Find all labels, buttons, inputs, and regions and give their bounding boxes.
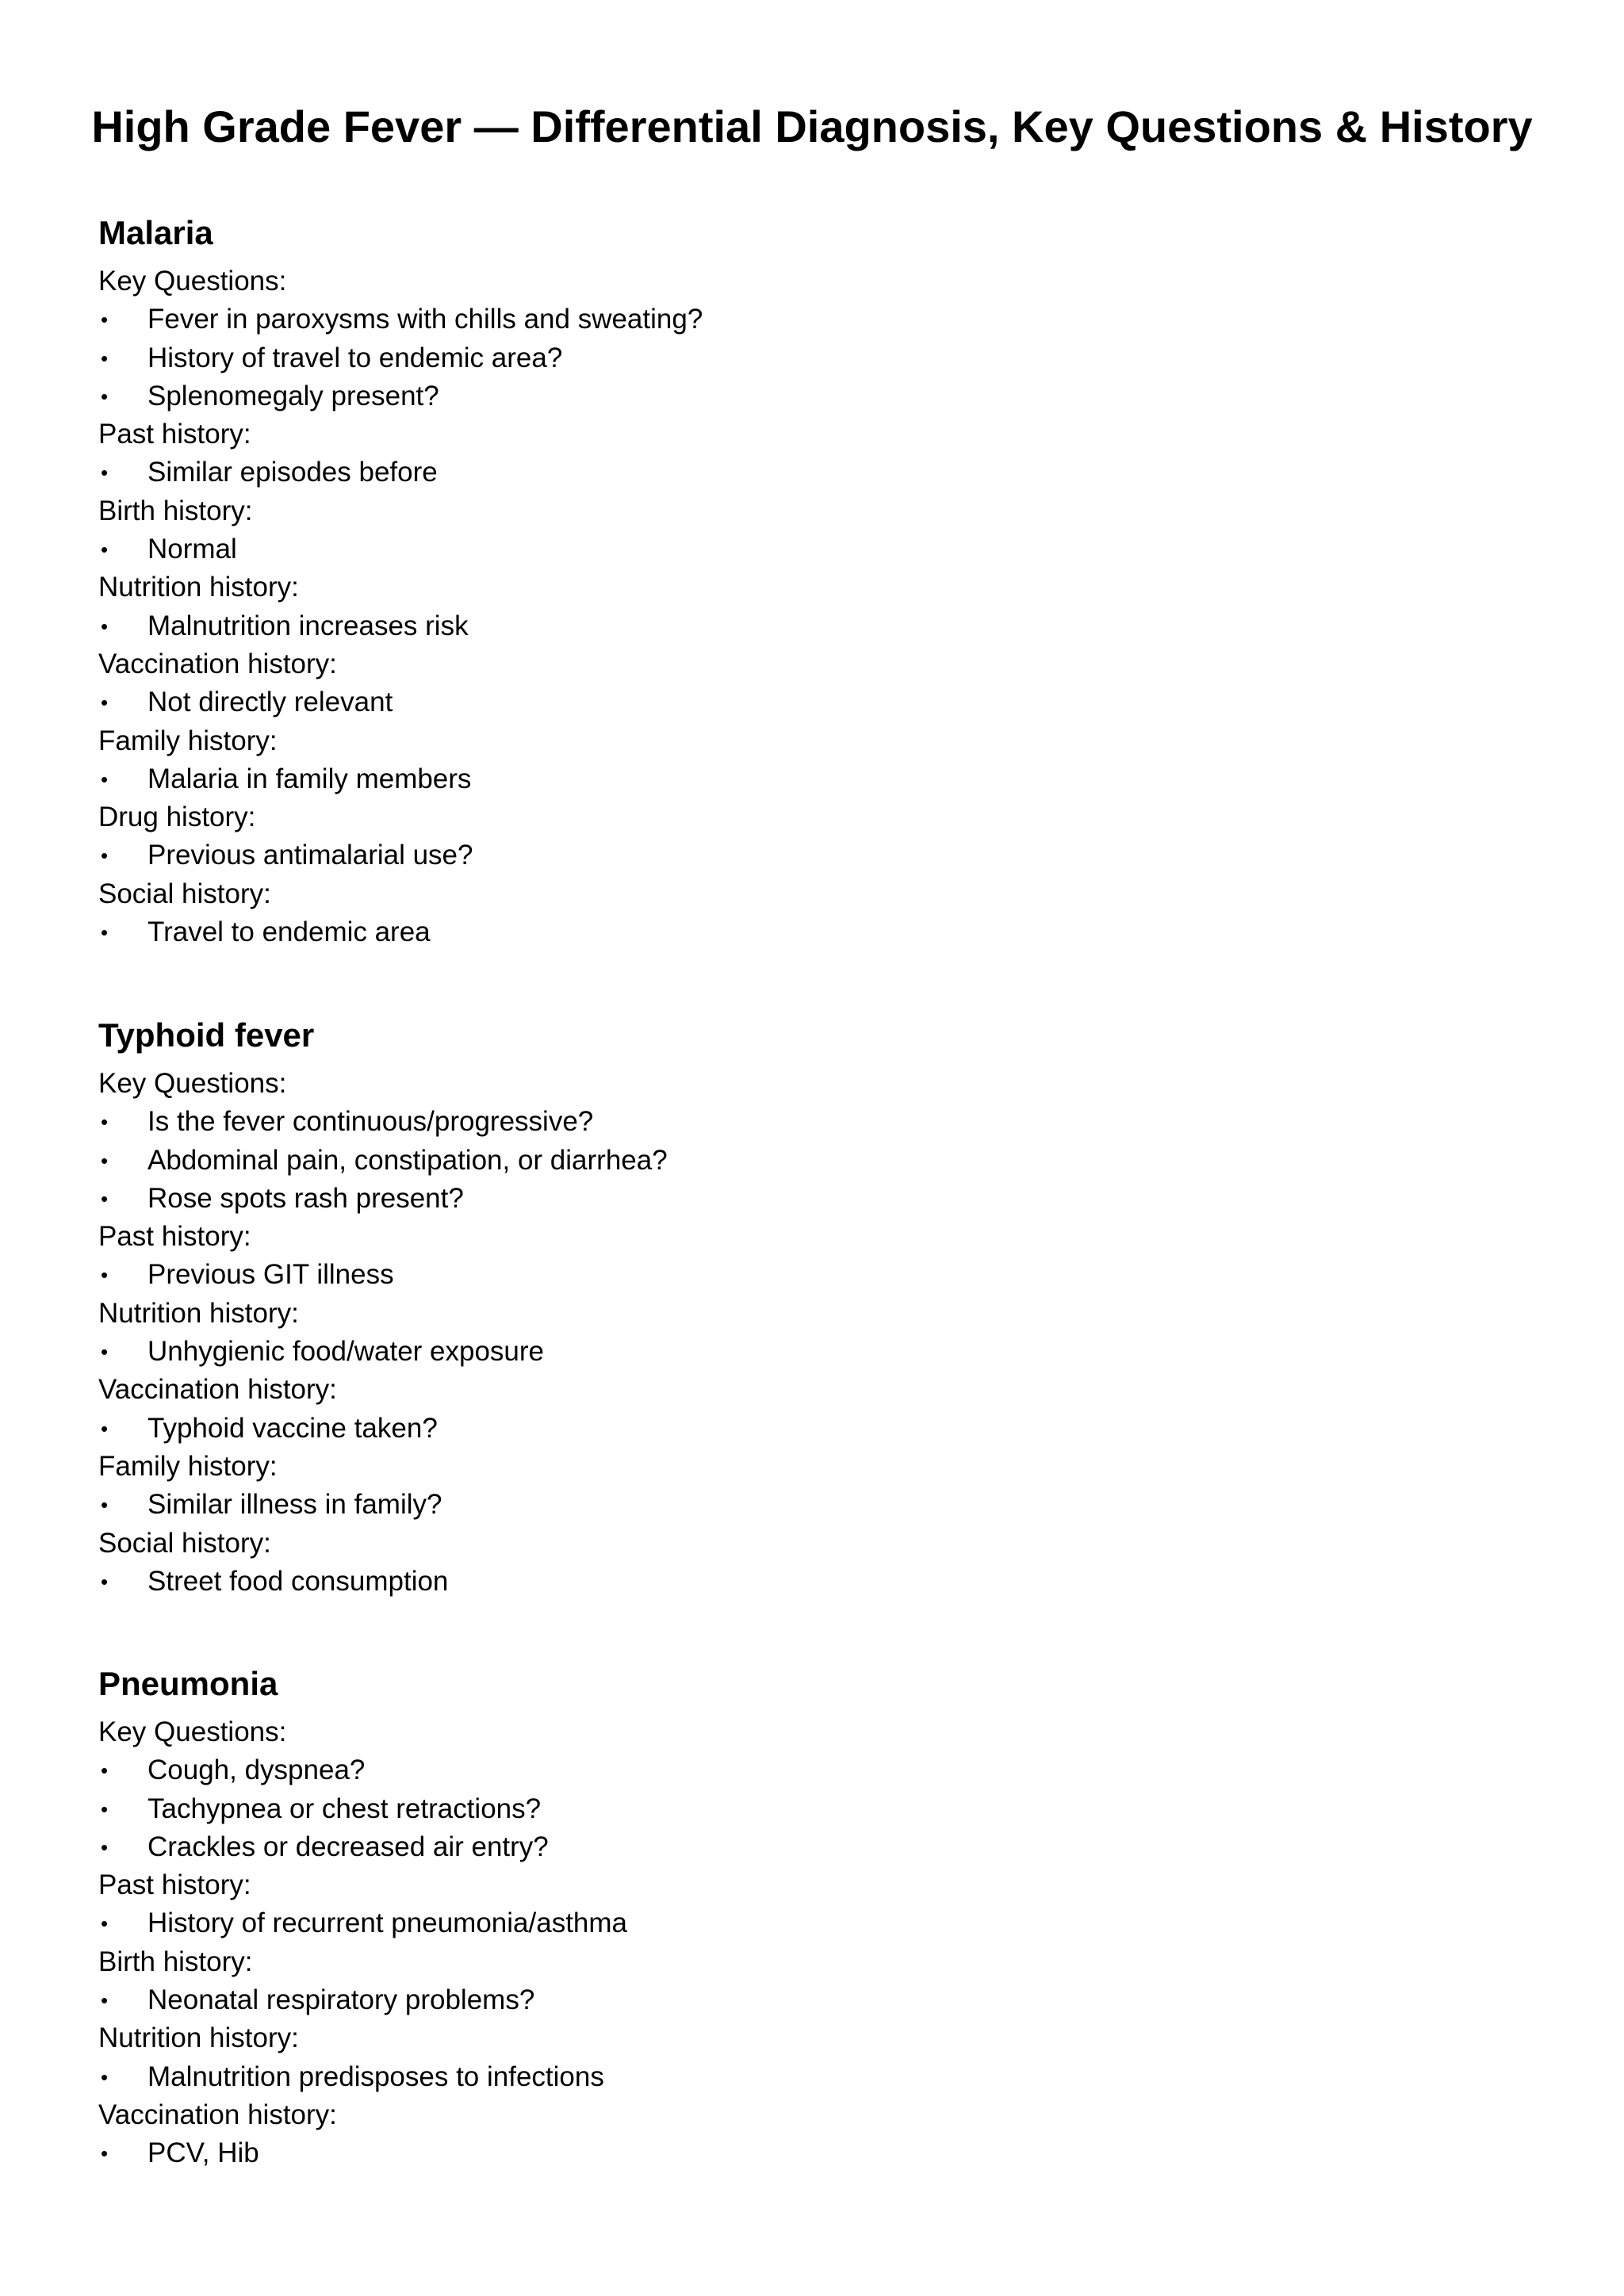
- list-item: [98, 1410, 1526, 1448]
- bullet-icon: •: [101, 1797, 109, 1821]
- bullet-icon: •: [101, 691, 109, 715]
- list-item: [98, 377, 1526, 415]
- section-pneumonia: [98, 1663, 1526, 2173]
- section-malaria: [98, 212, 1526, 951]
- bullet-icon: •: [101, 1416, 109, 1441]
- list-item-text: Cough, dyspnea?: [147, 1755, 366, 1786]
- bullet-icon: •: [101, 1340, 109, 1364]
- list-item-text: Malaria in family members: [147, 763, 472, 794]
- list-item-text: Malnutrition predisposes to infections: [147, 2061, 604, 2092]
- bullet-icon: •: [101, 1569, 109, 1594]
- bullet-icon: •: [101, 1835, 109, 1859]
- bullet-icon: •: [101, 844, 109, 868]
- history-group-label: Family history:: [98, 1450, 278, 1482]
- history-group-label: Past history:: [98, 419, 251, 450]
- section-title: Malaria: [98, 214, 213, 251]
- history-group-label: Social history:: [98, 878, 271, 909]
- bullet-icon: •: [101, 461, 109, 485]
- list-item: [98, 1142, 1526, 1180]
- bullet-icon: •: [101, 920, 109, 945]
- list-item: [98, 530, 1526, 568]
- history-group-label: Birth history:: [98, 495, 253, 526]
- bullet-icon: •: [101, 2064, 109, 2089]
- history-group-label: Key Questions:: [98, 1716, 287, 1747]
- history-group-label: Nutrition history:: [98, 572, 299, 603]
- bullet-icon: •: [101, 1186, 109, 1211]
- bullet-icon: •: [101, 1148, 109, 1173]
- history-group-label: Key Questions:: [98, 266, 287, 297]
- list-item: [98, 453, 1526, 492]
- list-item-text: History of recurrent pneumonia/asthma: [147, 1908, 627, 1939]
- list-item-text: Similar illness in family?: [147, 1489, 442, 1521]
- history-group-label: Social history:: [98, 1527, 271, 1559]
- bullet-icon: •: [101, 1110, 109, 1135]
- list-item: [98, 913, 1526, 951]
- bullet-icon: •: [101, 767, 109, 791]
- history-group-label: Nutrition history:: [98, 2022, 299, 2054]
- list-item: [98, 1256, 1526, 1294]
- list-item-text: History of travel to endemic area?: [147, 342, 563, 373]
- list-item: [98, 1981, 1526, 2019]
- history-group-label: Family history:: [98, 725, 278, 756]
- list-item: [98, 2134, 1526, 2172]
- list-item: [98, 2058, 1526, 2096]
- bullet-icon: •: [101, 1263, 109, 1288]
- list-item-text: Typhoid vaccine taken?: [147, 1412, 438, 1444]
- list-item: [98, 1751, 1526, 1789]
- list-item: [98, 300, 1526, 339]
- section-typhoid-fever: [98, 1015, 1526, 1601]
- bullet-icon: •: [101, 346, 109, 370]
- list-item-text: PCV, Hib: [147, 2137, 259, 2169]
- list-item-text: Fever in paroxysms with chills and sweating?: [147, 304, 703, 335]
- list-item: [98, 1486, 1526, 1524]
- history-group-label: Past history:: [98, 1869, 251, 1901]
- list-item-text: Rose spots rash present?: [147, 1182, 464, 1214]
- list-item-text: Splenomegaly present?: [147, 380, 439, 411]
- history-group-label: Drug history:: [98, 802, 256, 833]
- list-item: [98, 683, 1526, 721]
- history-group-label: Vaccination history:: [98, 648, 337, 679]
- list-item-text: Similar episodes before: [147, 457, 438, 488]
- list-item: [98, 1563, 1526, 1601]
- bullet-icon: •: [101, 538, 109, 562]
- bullet-icon: •: [101, 1758, 109, 1783]
- section-title: Typhoid fever: [98, 1016, 315, 1054]
- bullet-icon: •: [101, 2141, 109, 2166]
- list-item-text: Normal: [147, 534, 237, 565]
- list-item-text: Neonatal respiratory problems?: [147, 1984, 535, 2016]
- bullet-icon: •: [101, 1493, 109, 1517]
- list-item: [98, 1828, 1526, 1866]
- list-item-text: Tachypnea or chest retractions?: [147, 1793, 542, 1824]
- list-item: [98, 607, 1526, 645]
- bullet-icon: •: [101, 1911, 109, 1936]
- list-item-text: Is the fever continuous/progressive?: [147, 1106, 594, 1138]
- bullet-icon: •: [101, 1988, 109, 2013]
- list-item: [98, 836, 1526, 874]
- history-group-label: Nutrition history:: [98, 1297, 299, 1329]
- list-item: [98, 339, 1526, 377]
- list-item: [98, 1180, 1526, 1218]
- bullet-icon: •: [101, 384, 109, 408]
- bullet-icon: •: [101, 614, 109, 638]
- history-group-label: Past history:: [98, 1221, 251, 1253]
- history-group-label: Key Questions:: [98, 1068, 287, 1099]
- section-title: Pneumonia: [98, 1665, 278, 1702]
- list-item: [98, 760, 1526, 798]
- list-item-text: Not directly relevant: [147, 687, 393, 718]
- list-item-text: Street food consumption: [147, 1565, 449, 1597]
- list-item-text: Abdominal pain, constipation, or diarrhea?: [147, 1144, 668, 1176]
- list-item-text: Malnutrition increases risk: [147, 610, 469, 641]
- list-item: [98, 1333, 1526, 1371]
- list-item-text: Travel to endemic area: [147, 916, 431, 948]
- list-item-text: Unhygienic food/water exposure: [147, 1336, 545, 1368]
- list-item-text: Previous GIT illness: [147, 1259, 394, 1291]
- list-item: [98, 1790, 1526, 1828]
- history-group-label: Vaccination history:: [98, 1374, 337, 1406]
- list-item-text: Previous antimalarial use?: [147, 840, 473, 871]
- history-group-label: Vaccination history:: [98, 2099, 337, 2130]
- history-group-label: Birth history:: [98, 1946, 253, 1977]
- document-title: High Grade Fever — Differential Diagnosis, Key Questions & History: [91, 101, 1533, 151]
- list-item: [98, 1103, 1526, 1141]
- list-item-text: Crackles or decreased air entry?: [147, 1831, 549, 1862]
- bullet-icon: •: [101, 308, 109, 332]
- list-item: [98, 1904, 1526, 1942]
